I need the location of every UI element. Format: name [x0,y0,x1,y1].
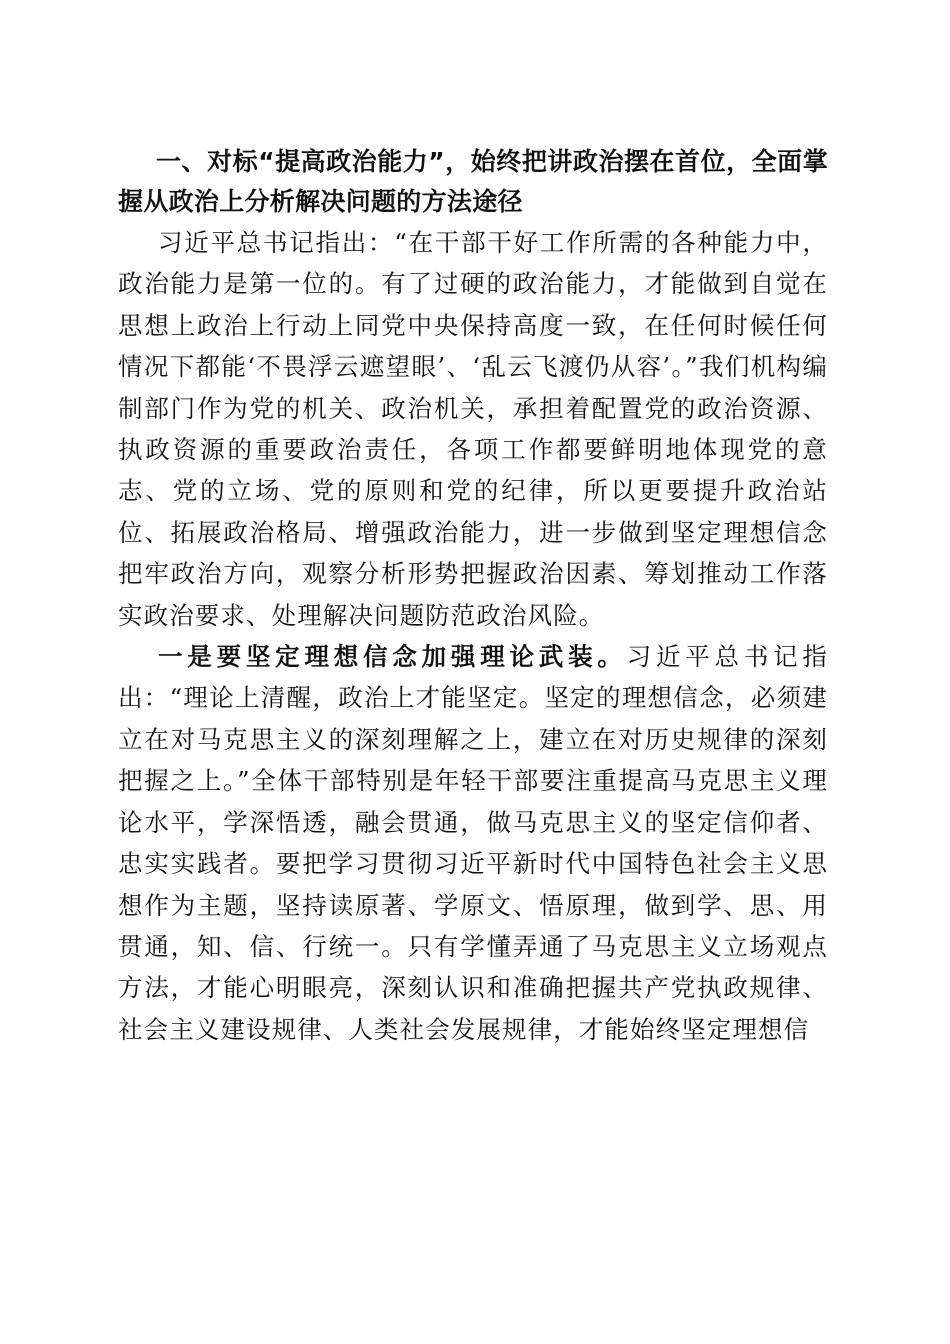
body-paragraph-2 [118,636,828,1050]
section-heading: 一、对标“提高政治能力”，始终把讲政治摆在首位，全面掌握从政治上分析解决问题的方法途径 [118,147,828,216]
paragraph-lead-sentence: 一是要坚定理想信念加强理论武装。 [158,642,627,672]
body-paragraph-1: 习近平总书记指出：“在干部干好工作所需的各种能力中，政治能力是第一位的。有了过硬的政治能力，才能做到自觉在思想上政治上行动上同党中央保持高度一致，在任何时候任何情况下都能‘不畏浮云遮望眼’、‘乱云飞渡仍从容’。”我们机构编制部门作为党的机关、政治机关，承担着配置党的政治资源、执政资源的重要政治责任，各项工作都要鲜明地体现党的意志、党的立场、党的原则和党的纪律，所以更要提升政治站位、拓展政治格局、增强政治能力，进一步做到坚定理想信念把牢政治方向，观察分析形势把握政治因素、筹划推动工作落实政治要求、处理解决问题防范政治风险。 [118,228,828,630]
document-body [118,142,828,1050]
paragraph-body-text: 习近平总书记指出：“理论上清醒，政治上才能坚定。坚定的理想信念，必须建立在对马克思主义的深刻理解之上，建立在对历史规律的深刻把握之上。”全体干部特别是年轻干部要注重提高马克思主义理论水平，学深悟透，融会贯通，做马克思主义的坚定信仰者、忠实实践者。要把学习贯彻习近平新时代中国特色社会主义思想作为主题，坚持读原著、学原文、悟原理，做到学、思、用贯通，知、信、行统一。只有学懂弄通了马克思主义立场观点方法，才能心明眼亮，深刻认识和准确把握共产党执政规律、社会主义建设规律、人类社会发展规律，才能始终坚定理想信 [118,642,828,1044]
